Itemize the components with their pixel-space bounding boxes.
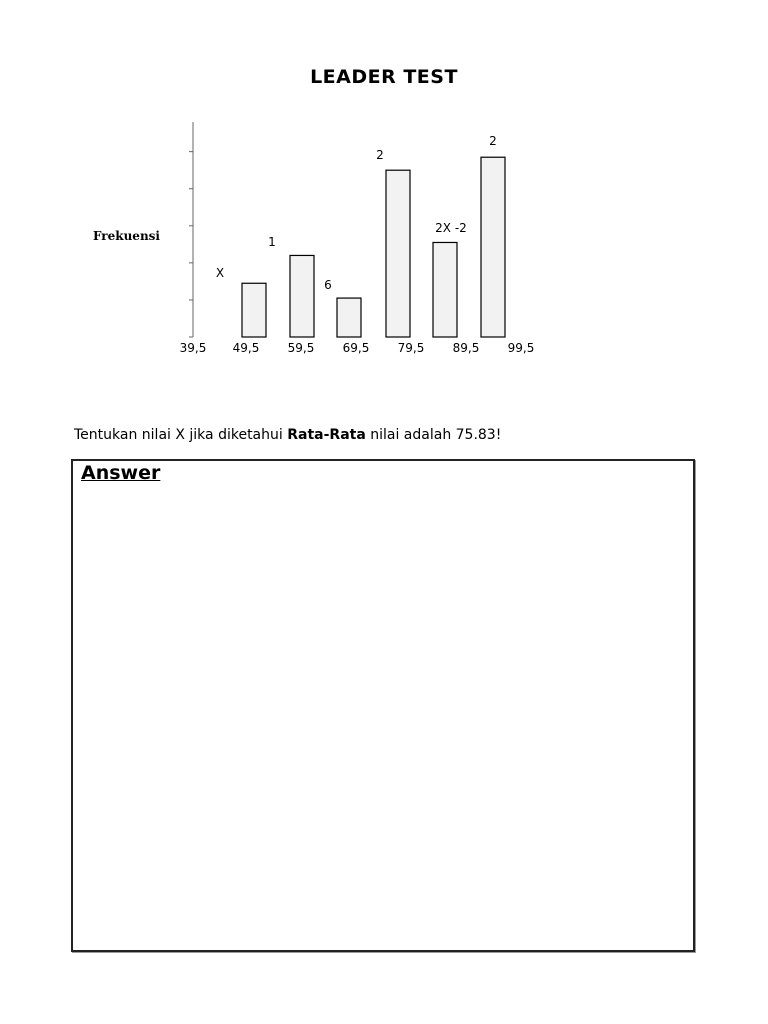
x-tick-label: 49,5 — [232, 341, 260, 355]
histogram-bar — [433, 242, 457, 337]
bar-value-label: 2 — [489, 134, 497, 148]
x-tick-label: 79,5 — [397, 341, 425, 355]
histogram-bar — [337, 298, 361, 337]
answer-box[interactable] — [71, 459, 695, 952]
question-prefix: Tentukan nilai X jika diketahui — [74, 427, 288, 443]
y-axis-label: Frekuensi — [93, 229, 160, 243]
histogram-bar — [481, 157, 505, 337]
x-tick-label: 69,5 — [342, 341, 370, 355]
answer-title: Answer — [81, 462, 161, 484]
bar-value-label: 6 — [324, 278, 332, 292]
bar-value-label: X — [215, 266, 225, 280]
x-tick-label: 59,5 — [287, 341, 315, 355]
bar-value-label: 2X -2 — [435, 221, 467, 235]
question-bold: Rata-Rata — [287, 427, 366, 443]
histogram-bar — [242, 283, 266, 337]
chart-title: LEADER TEST — [310, 66, 458, 88]
question-suffix: nilai adalah 75.83! — [365, 427, 502, 443]
histogram-bar — [290, 255, 314, 337]
question-text — [74, 427, 501, 443]
bar-value-label: 2 — [376, 148, 384, 162]
bar-value-label: 1 — [268, 235, 276, 249]
x-tick-label: 89,5 — [452, 341, 480, 355]
x-tick-label: 39,5 — [179, 341, 207, 355]
histogram-bar — [386, 170, 410, 337]
x-tick-label: 99,5 — [507, 341, 535, 355]
